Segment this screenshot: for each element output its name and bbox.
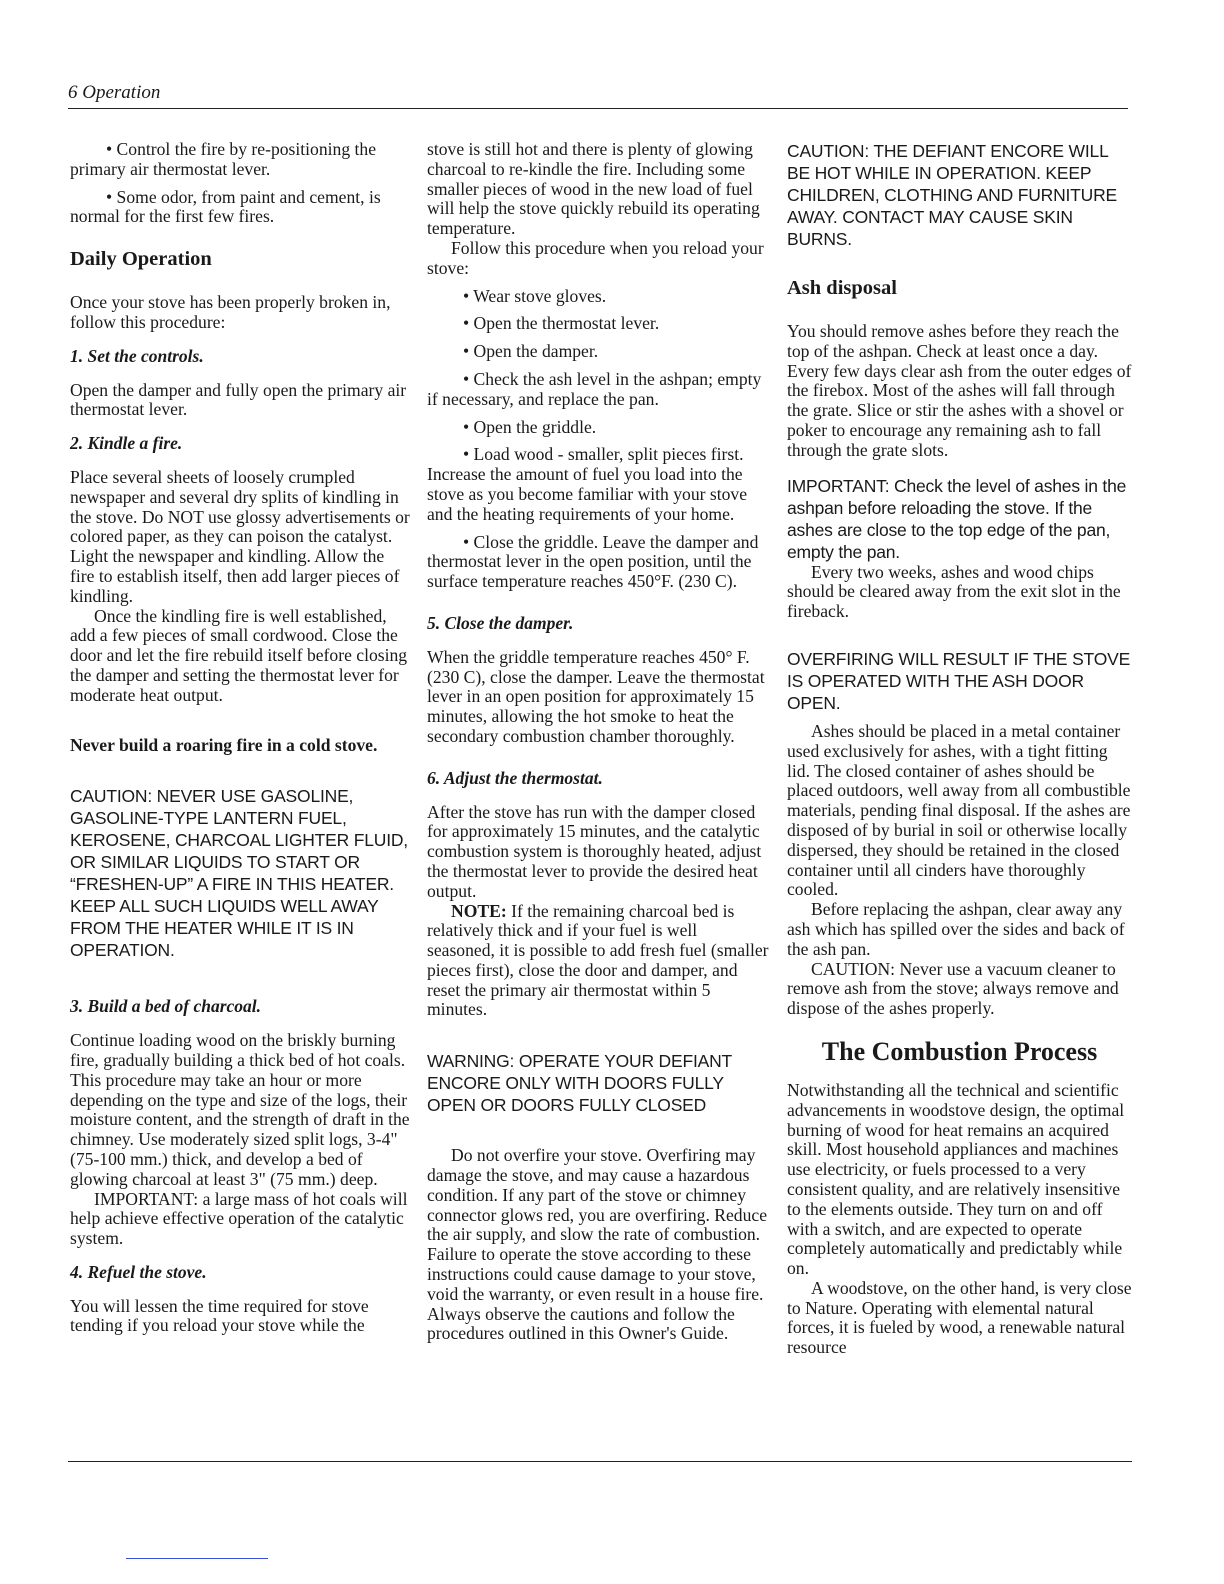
- note-paragraph: [427, 902, 769, 1021]
- footer-divider: [68, 1461, 1132, 1462]
- paragraph: Every two weeks, ashes and wood chips should be cleared away from the exit slot in the fireback.: [787, 561, 1121, 622]
- paragraph: You should remove ashes before they reach the top of the ashpan. Check at least once a day. Every few days clear ash from the outer edges of the firebox. Most of the ashes will fall through the grate. Slice or stir the ashes with a shovel or poker to encourage any remaining ash to fall through the grate slots.: [787, 321, 1132, 460]
- paragraph: Place several sheets of loosely crumpled newspaper and several dry splits of kindling in the stove. Do NOT use glossy advertisements or colored paper, as they can poison the catalyst. Light the newspaper and kindling. Allow the fire to establish itself, then add larger pieces of kindling.: [70, 466, 410, 606]
- section-heading-ash-disposal: Ash disposal: [787, 277, 897, 299]
- bullet-text: • Open the damper.: [463, 341, 599, 362]
- paragraph: Notwithstanding all the technical and scientific advancements in woodstove design, the optimal burning of wood for heat remains an acquired skill. Most household appliances and machines use electricity, or fuels processed to a very consistent quality, and are relatively insensitive to the elements outside. They turn on and off with a switch, and are expected to operate completely automatically and predictably while on.: [787, 1079, 1125, 1279]
- note-text: If the remaining charcoal bed is relatively thick and if your fuel is well seasoned, it is possible to add fresh fuel (smaller pieces first), close the door and damper, and reset the primary air thermostat within 5 minutes.: [427, 900, 769, 1020]
- bullet-text: • Load wood - smaller, split pieces first. Increase the amount of fuel you load into the stove as you become familiar with your stove and the heating requirements of your home.: [427, 444, 748, 524]
- step-heading: 5. Close the damper.: [427, 612, 574, 633]
- section-heading-combustion-process: The Combustion Process: [821, 1036, 1098, 1066]
- paragraph: Once your stove has been properly broken in, follow this procedure:: [70, 292, 391, 332]
- important-notice: IMPORTANT: Check the level of ashes in the ashpan before reloading the stove. If the ashes are close to the top edge of the pan, empty the pan.: [787, 475, 1127, 562]
- bullet-text: • Open the griddle.: [463, 416, 597, 437]
- step-heading: 6. Adjust the thermostat.: [427, 767, 603, 788]
- paragraph: Continue loading wood on the briskly burning fire, gradually building a thick bed of hot coals. This procedure may take an hour or more depending on the type and size of the logs, their moisture content, and the strength of draft in the chimney. Use moderately sized split logs, 3-4" (75-100 mm.) thick, and develop a bed of glowing charcoal at least 3" (75 mm.) deep.: [70, 1030, 410, 1189]
- bullet-text: • Some odor, from paint and cement, is normal for the first few fires.: [70, 186, 381, 227]
- paragraph: Once the kindling fire is well established, add a few pieces of small cordwood. Close the door and let the fire rebuild itself before closing the damper and setting the thermostat lever for moderate heat output.: [70, 605, 408, 705]
- footnote-rule: [126, 1558, 268, 1559]
- step-heading: 4. Refuel the stove.: [70, 1261, 207, 1282]
- paragraph: stove is still hot and there is plenty of glowing charcoal to re-kindle the fire. Including some smaller pieces of wood in the new load of fuel will help the stove quickly rebuild its operating temperature.: [427, 139, 760, 239]
- step-heading: 3. Build a bed of charcoal.: [70, 996, 262, 1017]
- paragraph: Before replacing the ashpan, clear away any ash which has spilled over the sides and back of the ash pan.: [787, 899, 1125, 959]
- column-2: [427, 140, 769, 1344]
- paragraph: Do not overfire your stove. Overfiring may damage the stove, and may cause a hazardous condition. If any part of the stove or chimney connector glows red, you are overfiring. Reduce the air supply, and slow the rate of combustion. Failure to operate the stove according to these instructions could cause damage to your stove, void the warranty, or even result in a house fire. Always observe the cautions and follow the procedures outlined in this Owner's Guide.: [427, 1145, 768, 1344]
- column-1: [70, 140, 410, 1336]
- column-3: [787, 140, 1132, 1358]
- bullet-text: • Control the fire by re-positioning the primary air thermostat lever.: [70, 139, 377, 179]
- page-header-title: 6 Operation: [68, 82, 161, 103]
- paragraph: You will lessen the time required for stove tending if you reload your stove while the: [70, 1295, 369, 1336]
- paragraph: Follow this procedure when you reload your stove:: [427, 237, 764, 278]
- page-header: [68, 82, 1128, 109]
- paragraph: IMPORTANT: a large mass of hot coals will help achieve effective operation of the catalytic system.: [70, 1188, 408, 1249]
- step-heading: 2. Kindle a fire.: [70, 433, 183, 454]
- paragraph: When the griddle temperature reaches 450° F. (230 C), close the damper. Leave the thermostat lever in an open position for approximately 15 minutes, allowing the hot smoke to heat the secondary combustion chamber thoroughly.: [427, 646, 765, 746]
- bullet-text: • Close the griddle. Leave the damper and thermostat lever in the open position, until the surface temperature reaches 450°F. (230 C).: [427, 531, 759, 592]
- caution-notice: CAUTION: THE DEFIANT ENCORE WILL BE HOT WHILE IN OPERATION. KEEP CHILDREN, CLOTHING AND FURNITURE AWAY. CONTACT MAY CAUSE SKIN BURNS.: [787, 141, 1118, 249]
- paragraph: CAUTION: Never use a vacuum cleaner to remove ash from the stove; always remove and dispose of the ashes properly.: [787, 958, 1119, 1019]
- overfiring-notice: OVERFIRING WILL RESULT IF THE STOVE IS OPERATED WITH THE ASH DOOR OPEN.: [787, 648, 1131, 713]
- step-heading: 1. Set the controls.: [70, 345, 204, 366]
- warning-notice: WARNING: OPERATE YOUR DEFIANT ENCORE ONLY WITH DOORS FULLY OPEN OR DOORS FULLY CLOSED: [427, 1051, 732, 1116]
- section-heading-daily-operation: Daily Operation: [70, 248, 212, 271]
- caution-notice: CAUTION: NEVER USE GASOLINE, GASOLINE-TYPE LANTERN FUEL, KEROSENE, CHARCOAL LIGHTER FLUID, OR SIMILAR LIQUIDS TO START OR “FRESHEN-UP” A FIRE IN THIS HEATER. KEEP ALL SUCH LIQUIDS WELL AWAY FROM THE HEATER WHILE IT IS IN OPERATION.: [70, 786, 408, 961]
- bullet-text: • Open the thermostat lever.: [463, 313, 660, 334]
- paragraph: After the stove has run with the damper closed for approximately 15 minutes, and the catalytic combustion system is thoroughly heated, adjust the thermostat lever to provide the desired heat output.: [427, 801, 762, 901]
- bullet-text: • Wear stove gloves.: [463, 285, 607, 306]
- note-label: NOTE:: [451, 900, 507, 921]
- warning-note: Never build a roaring fire in a cold stove.: [70, 734, 378, 755]
- paragraph: Open the damper and fully open the primary air thermostat lever.: [70, 379, 407, 420]
- paragraph: A woodstove, on the other hand, is very close to Nature. Operating with elemental natural forces, it is fueled by wood, a renewable natural resource: [787, 1277, 1132, 1358]
- paragraph: Ashes should be placed in a metal container used exclusively for ashes, with a tight fitting lid. The closed container of ashes should be placed outdoors, well away from all combustible materials, pending final disposal. If the ashes are disposed of by burial in soil or otherwise locally dispersed, they should be retained in the closed container until all cinders have thoroughly cooled.: [787, 720, 1131, 900]
- bullet-text: • Check the ash level in the ashpan; empty if necessary, and replace the pan.: [427, 368, 762, 409]
